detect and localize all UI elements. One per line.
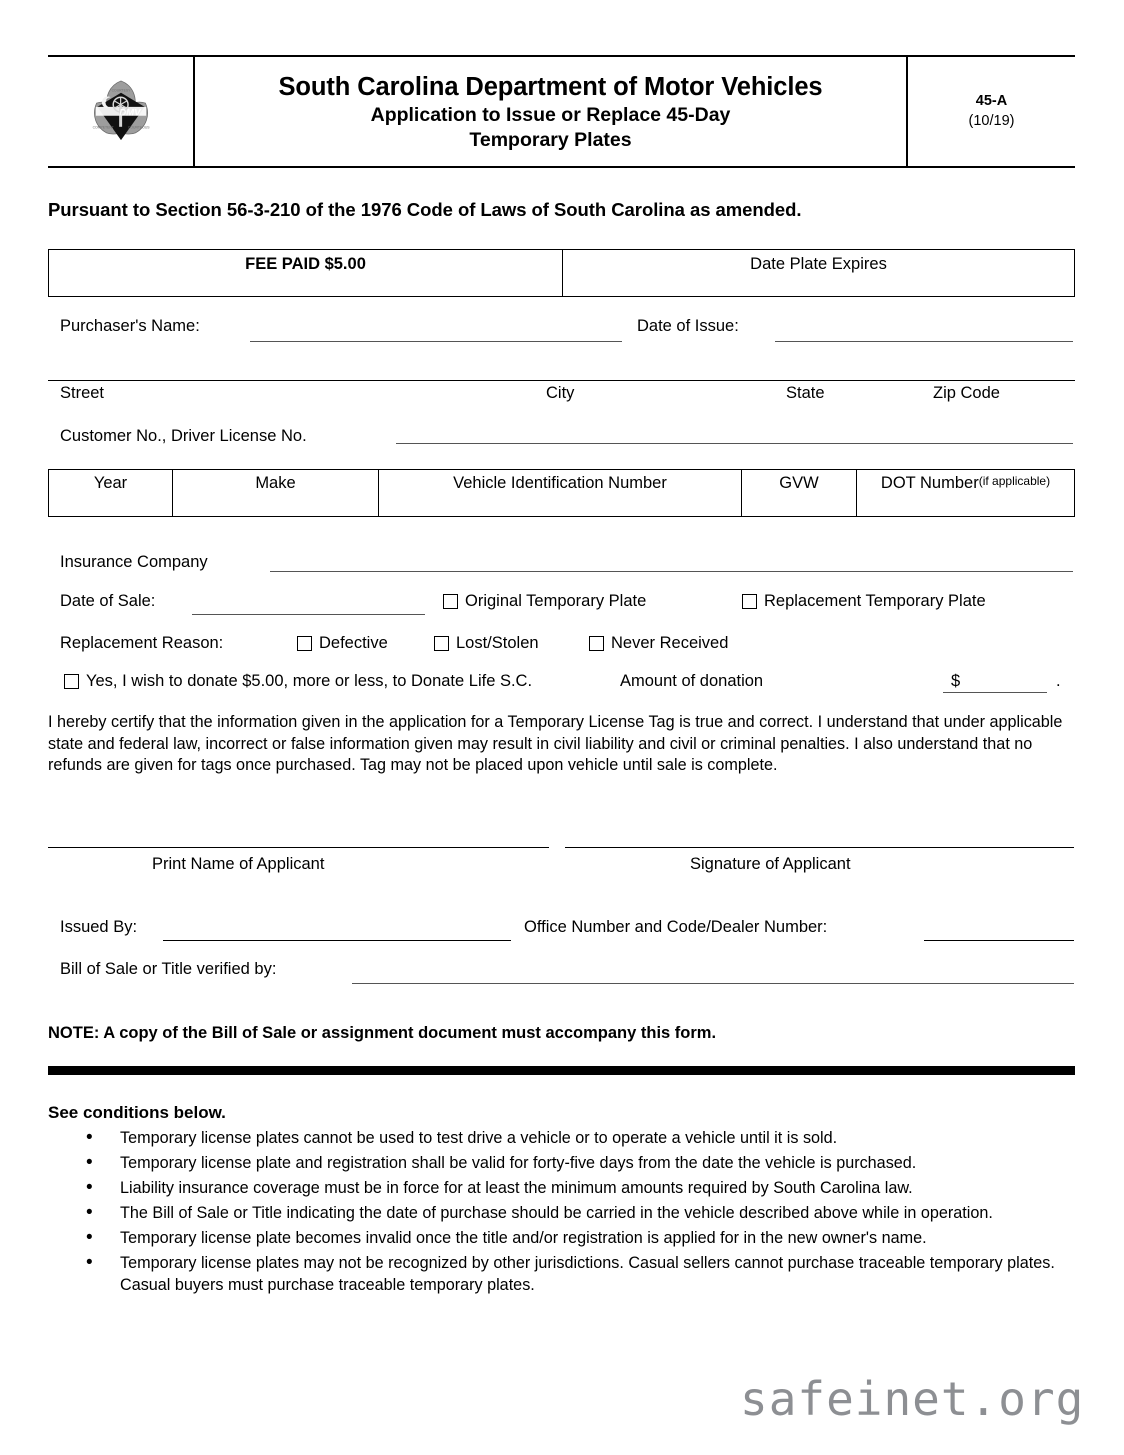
svg-text:COURTESY: COURTESY <box>111 87 130 92</box>
purchasers-name-label: Purchaser's Name: <box>60 317 200 335</box>
never-received-label: Never Received <box>611 634 729 652</box>
fee-table <box>48 249 1075 297</box>
replacement-temporary-plate-label: Replacement Temporary Plate <box>764 592 986 610</box>
certification-statement: I hereby certify that the information given in the application for a Temporary License Tag is true and correct. I understand that under applicable state and federal law, incorrect or false information given may result in civil liability and civil or criminal penalties. I also understand that no refunds are given for tags once purchased. Tag may not be placed upon vehicle until sale is complete. <box>48 713 1063 775</box>
pursuant-statement: Pursuant to Section 56-3-210 of the 1976 Code of Laws of South Carolina as amended. <box>48 199 802 220</box>
site-watermark: safeinet.org <box>740 1372 1085 1426</box>
bullet-icon: • <box>86 1252 93 1273</box>
customer-number-label: Customer No., Driver License No. <box>60 427 307 445</box>
insurance-company-input[interactable] <box>270 571 1073 572</box>
bullet-icon: • <box>86 1202 93 1223</box>
agency-title: South Carolina Department of Motor Vehicles <box>278 72 823 101</box>
note-text: NOTE: A copy of the Bill of Sale or assignment document must accompany this form. <box>48 1024 717 1042</box>
header-title-cell <box>195 57 908 166</box>
city-label: City <box>546 384 575 402</box>
condition-text: Temporary license plate becomes invalid once the title and/or registration is applied for in the new owner's name. <box>120 1229 927 1247</box>
conditions-title: See conditions below. <box>48 1103 226 1122</box>
bullet-icon: • <box>86 1177 93 1198</box>
lost-stolen-checkbox[interactable] <box>434 636 449 651</box>
form-revision-date: (10/19) <box>968 112 1015 129</box>
bill-of-sale-verified-input[interactable] <box>352 983 1074 984</box>
vehicle-info-table <box>48 469 1075 517</box>
never-received-checkbox[interactable] <box>589 636 604 651</box>
office-number-input[interactable] <box>924 940 1074 941</box>
bullet-icon: • <box>86 1127 93 1148</box>
vehicle-col-vin[interactable] <box>379 470 742 516</box>
svg-text:COMPETENT: COMPETENT <box>92 124 114 129</box>
zip-code-label: Zip Code <box>933 384 1000 402</box>
office-number-label: Office Number and Code/Dealer Number: <box>524 918 828 936</box>
print-name-input[interactable] <box>48 847 549 848</box>
bullet-icon: • <box>86 1152 93 1173</box>
original-temporary-plate-label: Original Temporary Plate <box>465 592 647 610</box>
signature-input[interactable] <box>565 847 1074 848</box>
date-plate-expires-cell[interactable] <box>563 250 1074 296</box>
signature-label: Signature of Applicant <box>690 855 851 873</box>
vehicle-col-dot[interactable] <box>857 470 1074 516</box>
fee-paid-cell <box>49 250 563 296</box>
vehicle-col-vin-label: Vehicle Identification Number <box>453 474 667 492</box>
date-of-issue-label: Date of Issue: <box>637 317 739 335</box>
list-item <box>48 1153 1072 1175</box>
original-temporary-plate-checkbox[interactable] <box>443 594 458 609</box>
condition-text: Temporary license plate and registration shall be valid for forty-five days from the date the vehicle is purchased. <box>120 1154 917 1172</box>
form-code-cell <box>908 57 1075 166</box>
issued-by-input[interactable] <box>163 940 511 941</box>
defective-checkbox[interactable] <box>297 636 312 651</box>
list-item <box>48 1128 1072 1150</box>
conditions-list <box>48 1128 1072 1299</box>
vehicle-col-gvw-label: GVW <box>779 474 819 492</box>
vehicle-col-year-label: Year <box>93 474 128 492</box>
insurance-company-label: Insurance Company <box>60 553 208 571</box>
list-item <box>48 1253 1072 1296</box>
condition-text: The Bill of Sale or Title indicating the date of purchase should be carried in the vehicle described above while in operation. <box>120 1204 993 1222</box>
replacement-reason-label: Replacement Reason: <box>60 634 224 652</box>
vehicle-col-dot-note: (if applicable) <box>978 474 1051 488</box>
form-subtitle-line2: Temporary Plates <box>469 129 632 152</box>
donation-amount-input[interactable] <box>943 692 1047 693</box>
bill-of-sale-verified-label: Bill of Sale or Title verified by: <box>60 960 277 978</box>
customer-number-input[interactable] <box>396 443 1073 444</box>
form-subtitle-line1: Application to Issue or Replace 45-Day <box>370 104 731 127</box>
vehicle-col-year[interactable] <box>49 470 173 516</box>
form-header <box>48 55 1075 168</box>
donate-label: Yes, I wish to donate $5.00, more or less, to Donate Life S.C. <box>86 672 533 690</box>
condition-text: Temporary license plates may not be recognized by other jurisdictions. Casual sellers cannot purchase traceable temporary plates. Casual buyers must purchase traceable temporary plates. <box>120 1254 1055 1294</box>
section-divider-bar <box>48 1066 1075 1075</box>
date-plate-expires-label: Date Plate Expires <box>750 255 887 273</box>
scdmv-logo-cell <box>48 57 195 166</box>
scdmv-logo-icon <box>83 75 159 149</box>
bullet-icon: • <box>86 1227 93 1248</box>
dollar-sign-label: $ <box>951 672 961 690</box>
svg-text:COURTEOUS: COURTEOUS <box>127 124 150 129</box>
vehicle-col-dot-label: DOT Number <box>880 474 979 492</box>
list-item <box>48 1228 1072 1250</box>
fee-paid-label: FEE PAID $5.00 <box>245 255 366 273</box>
purchasers-name-input[interactable] <box>250 341 622 342</box>
replacement-temporary-plate-checkbox[interactable] <box>742 594 757 609</box>
date-of-sale-input[interactable] <box>192 614 425 615</box>
condition-text: Temporary license plates cannot be used to test drive a vehicle or to operate a vehicle until it is sold. <box>120 1129 838 1147</box>
donate-checkbox[interactable] <box>64 674 79 689</box>
vehicle-col-make-label: Make <box>255 474 296 492</box>
condition-text: Liability insurance coverage must be in force for at least the minimum amounts required by South Carolina law. <box>120 1179 913 1197</box>
issued-by-label: Issued By: <box>60 918 138 936</box>
street-label: Street <box>60 384 105 402</box>
print-name-label: Print Name of Applicant <box>152 855 325 873</box>
list-item <box>48 1178 1072 1200</box>
vehicle-col-gvw[interactable] <box>742 470 857 516</box>
lost-stolen-label: Lost/Stolen <box>456 634 539 652</box>
amount-of-donation-label: Amount of donation <box>620 672 764 690</box>
defective-label: Defective <box>319 634 388 652</box>
donation-period: . <box>1056 672 1061 690</box>
list-item <box>48 1203 1072 1225</box>
date-of-issue-input[interactable] <box>775 341 1073 342</box>
svg-text:DMV: DMV <box>118 107 141 119</box>
form-code: 45-A <box>975 92 1008 109</box>
state-label: State <box>786 384 825 402</box>
vehicle-col-make[interactable] <box>173 470 379 516</box>
date-of-sale-label: Date of Sale: <box>60 592 156 610</box>
address-line-input[interactable] <box>48 380 1075 381</box>
